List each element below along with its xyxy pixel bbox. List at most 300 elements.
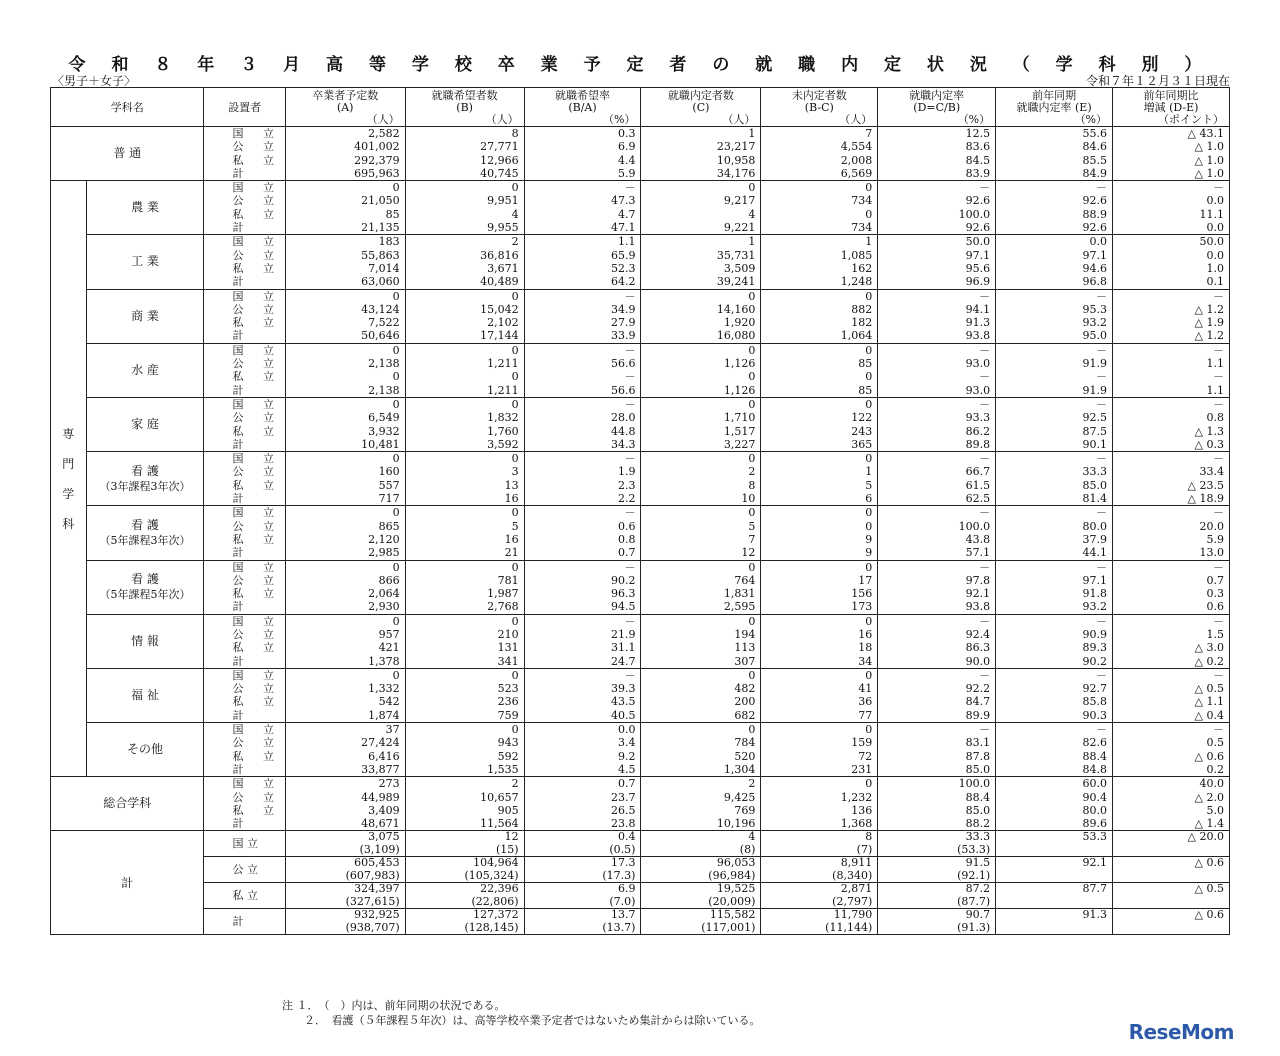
value-cell: 80.0 — [996, 520, 1113, 533]
value-cell: 0.8 — [524, 533, 641, 546]
value-cell: 9 — [761, 546, 878, 560]
value-cell: 0 — [761, 560, 878, 574]
value-cell: (607,983) — [285, 870, 405, 883]
value-cell: 5 — [405, 520, 524, 533]
header-establisher: 設置者 — [204, 88, 285, 127]
value-cell: 44.1 — [996, 546, 1113, 560]
value-cell: 162 — [761, 262, 878, 275]
table-row — [51, 533, 1230, 546]
value-cell: 93.2 — [996, 316, 1113, 329]
value-cell: 2,985 — [285, 546, 405, 560]
establisher-cell: 公 立 — [204, 411, 285, 424]
value-cell: － — [878, 397, 996, 411]
value-cell: 759 — [405, 709, 524, 723]
value-cell: 15,042 — [405, 303, 524, 316]
value-cell: 307 — [641, 655, 761, 669]
value-cell: 1 — [641, 235, 761, 249]
value-cell: 2,582 — [285, 127, 405, 141]
value-cell: 92.4 — [878, 628, 996, 641]
value-cell: 52.3 — [524, 262, 641, 275]
value-cell: 8 — [641, 479, 761, 492]
value-cell: 865 — [285, 520, 405, 533]
value-cell: 34 — [761, 655, 878, 669]
value-cell: 122 — [761, 411, 878, 424]
value-cell: 1,126 — [641, 357, 761, 370]
value-cell: 2 — [641, 777, 761, 791]
value-cell: 2,138 — [285, 357, 405, 370]
value-cell: 40.5 — [524, 709, 641, 723]
value-cell: 1,874 — [285, 709, 405, 723]
value-cell: 4.4 — [524, 154, 641, 167]
establisher-cell: 国 立 — [204, 560, 285, 574]
value-cell: 92.1 — [996, 857, 1113, 870]
value-cell: 0.0 — [996, 235, 1113, 249]
value-cell: 83.1 — [878, 736, 996, 749]
value-cell: 0 — [641, 614, 761, 628]
value-cell: 2,871 — [761, 883, 878, 896]
establisher-cell: 国 立 — [204, 127, 285, 141]
value-cell: 6.9 — [524, 883, 641, 896]
value-cell: 55.6 — [996, 127, 1113, 141]
value-cell: 734 — [761, 221, 878, 235]
value-cell: 113 — [641, 641, 761, 654]
value-cell: 8 — [761, 831, 878, 844]
value-cell: 85.0 — [878, 763, 996, 777]
table-row — [51, 127, 1230, 141]
value-cell: 85 — [285, 208, 405, 221]
value-cell: － — [1113, 343, 1230, 357]
establisher-cell: 国 立 — [204, 831, 285, 857]
value-cell: 273 — [285, 777, 405, 791]
establisher-cell: 計 — [204, 329, 285, 343]
footnote: ２． 看護（５年課程５年次）は、高等学校卒業予定者ではないため集計からは除いている。 — [282, 1014, 761, 1027]
subject-cell: 農 業 — [86, 181, 204, 235]
table-row — [51, 641, 1230, 654]
value-cell: 43.5 — [524, 695, 641, 708]
table-row — [51, 208, 1230, 221]
establisher-cell: 公 立 — [204, 520, 285, 533]
value-cell: 2 — [405, 235, 524, 249]
value-cell: 1,831 — [641, 587, 761, 600]
header-col: 就職希望率 (B/A) （%） — [524, 88, 641, 127]
value-cell: 5.9 — [524, 167, 641, 181]
establisher-cell: 私 立 — [204, 425, 285, 438]
value-cell: 784 — [641, 736, 761, 749]
header-col: 就職内定率 (D=C/B) （%） — [878, 88, 996, 127]
page-title: 令 和 ８ 年 ３ 月 高 等 学 校 卒 業 予 定 者 の 就 職 内 定 状 況 （ 学 科 別 ） — [68, 55, 1212, 75]
value-cell: 2,120 — [285, 533, 405, 546]
value-cell: 0.0 — [1113, 249, 1230, 262]
value-cell: 92.2 — [878, 682, 996, 695]
value-cell: 1 — [641, 127, 761, 141]
value-cell: 90.1 — [996, 438, 1113, 452]
value-cell: 56.6 — [524, 384, 641, 398]
value-cell: 50.0 — [878, 235, 996, 249]
value-cell: 18 — [761, 641, 878, 654]
value-cell: 0.3 — [524, 127, 641, 141]
value-cell: 91.9 — [996, 357, 1113, 370]
establisher-cell: 私 立 — [204, 208, 285, 221]
value-cell: 92.1 — [878, 587, 996, 600]
value-cell: 37.9 — [996, 533, 1113, 546]
establisher-cell: 私 立 — [204, 883, 285, 909]
establisher-cell: 私 立 — [204, 262, 285, 275]
value-cell: 3,592 — [405, 438, 524, 452]
value-cell: 33.4 — [1113, 465, 1230, 478]
value-cell: 2,008 — [761, 154, 878, 167]
value-cell: 605,453 — [285, 857, 405, 870]
value-cell: － — [1113, 723, 1230, 737]
specialized-label: 専 門 学 科 — [51, 181, 87, 777]
value-cell: － — [1113, 668, 1230, 682]
value-cell: 86.2 — [878, 425, 996, 438]
value-cell: 19,525 — [641, 883, 761, 896]
value-cell: 3 — [405, 465, 524, 478]
value-cell: 104,964 — [405, 857, 524, 870]
value-cell: 5 — [641, 520, 761, 533]
value-cell: 72 — [761, 750, 878, 763]
value-cell: 89.3 — [996, 641, 1113, 654]
value-cell: 13 — [405, 479, 524, 492]
value-cell: 8 — [405, 127, 524, 141]
value-cell: 93.8 — [878, 600, 996, 614]
subject-cell: 看 護 （5年課程5年次） — [86, 560, 204, 614]
establisher-cell: 公 立 — [204, 249, 285, 262]
table-row — [51, 370, 1230, 383]
value-cell: 33.9 — [524, 329, 641, 343]
value-cell: (17.3) — [524, 870, 641, 883]
value-cell: 0 — [405, 668, 524, 682]
subject-cell: 福 祉 — [86, 668, 204, 722]
header-col: 前年同期比 増減 (D-E) （ポイント） — [1113, 88, 1230, 127]
value-cell: (7) — [761, 844, 878, 857]
value-cell: △ 2.0 — [1113, 791, 1230, 804]
value-cell: 0.6 — [1113, 600, 1230, 614]
value-cell: 734 — [761, 194, 878, 207]
table-row — [51, 221, 1230, 235]
value-cell: 324,397 — [285, 883, 405, 896]
table-row — [51, 262, 1230, 275]
value-cell: 24.7 — [524, 655, 641, 669]
value-cell: 77 — [761, 709, 878, 723]
value-cell: － — [996, 723, 1113, 737]
value-cell: △ 18.9 — [1113, 492, 1230, 506]
table-row — [51, 465, 1230, 478]
table-row — [51, 574, 1230, 587]
table-row — [51, 438, 1230, 452]
value-cell: 62.5 — [878, 492, 996, 506]
subject-cell: 商 業 — [86, 289, 204, 343]
value-cell: 90.3 — [996, 709, 1113, 723]
value-cell: 0.7 — [524, 546, 641, 560]
value-cell: 1.5 — [1113, 628, 1230, 641]
value-cell: △ 1.9 — [1113, 316, 1230, 329]
value-cell: 94.5 — [524, 600, 641, 614]
value-cell: 92.6 — [996, 221, 1113, 235]
value-cell: △ 0.2 — [1113, 655, 1230, 669]
value-cell: 50,646 — [285, 329, 405, 343]
value-cell: 3.4 — [524, 736, 641, 749]
value-cell: － — [878, 452, 996, 466]
value-cell: 61.5 — [878, 479, 996, 492]
header-subject: 学科名 — [51, 88, 204, 127]
value-cell: 96.3 — [524, 587, 641, 600]
value-cell: 90.2 — [524, 574, 641, 587]
value-cell: 1.0 — [1113, 262, 1230, 275]
value-cell: 2,595 — [641, 600, 761, 614]
value-cell: (128,145) — [405, 922, 524, 935]
value-cell: 35,731 — [641, 249, 761, 262]
value-cell: (117,001) — [641, 922, 761, 935]
establisher-cell: 計 — [204, 275, 285, 289]
value-cell: － — [878, 370, 996, 383]
value-cell: 90.9 — [996, 628, 1113, 641]
value-cell — [996, 922, 1113, 935]
value-cell: 91.3 — [878, 316, 996, 329]
value-cell: 17.3 — [524, 857, 641, 870]
value-cell: 3,075 — [285, 831, 405, 844]
value-cell: 0 — [761, 777, 878, 791]
table-row — [51, 709, 1230, 723]
value-cell: － — [524, 614, 641, 628]
value-cell: 93.0 — [878, 357, 996, 370]
value-cell: 0 — [405, 614, 524, 628]
value-cell: 13.0 — [1113, 546, 1230, 560]
value-cell: 520 — [641, 750, 761, 763]
value-cell: 4,554 — [761, 140, 878, 153]
value-cell: － — [1113, 614, 1230, 628]
value-cell: 94.6 — [996, 262, 1113, 275]
value-cell: 11,790 — [761, 909, 878, 922]
table-row — [51, 275, 1230, 289]
value-cell: 0 — [285, 343, 405, 357]
table-row — [51, 600, 1230, 614]
value-cell: 84.6 — [996, 140, 1113, 153]
table-row — [51, 140, 1230, 153]
value-cell: 1.1 — [524, 235, 641, 249]
value-cell: 17 — [761, 574, 878, 587]
value-cell: － — [1113, 289, 1230, 303]
table-row — [51, 628, 1230, 641]
table-row — [51, 883, 1230, 896]
value-cell: 40,489 — [405, 275, 524, 289]
value-cell: 1,211 — [405, 384, 524, 398]
establisher-cell: 計 — [204, 167, 285, 181]
value-cell: 0 — [761, 520, 878, 533]
value-cell: (53.3) — [878, 844, 996, 857]
value-cell: 39,241 — [641, 275, 761, 289]
value-cell: 9,221 — [641, 221, 761, 235]
establisher-cell: 公 立 — [204, 465, 285, 478]
value-cell: 90.0 — [878, 655, 996, 669]
value-cell: 87.8 — [878, 750, 996, 763]
value-cell: 100.0 — [878, 777, 996, 791]
subject-cell: 看 護 （3年課程3年次） — [86, 452, 204, 506]
establisher-cell: 計 — [204, 221, 285, 235]
value-cell: 3,227 — [641, 438, 761, 452]
establisher-cell: 国 立 — [204, 668, 285, 682]
value-cell: 156 — [761, 587, 878, 600]
value-cell: 93.3 — [878, 411, 996, 424]
value-cell: (327,615) — [285, 896, 405, 909]
establisher-cell: 計 — [204, 492, 285, 506]
value-cell: 9,425 — [641, 791, 761, 804]
value-cell: － — [1113, 370, 1230, 383]
value-cell: 0.6 — [524, 520, 641, 533]
value-cell: 194 — [641, 628, 761, 641]
table-row — [51, 831, 1230, 844]
value-cell: 87.7 — [996, 883, 1113, 896]
value-cell: 401,002 — [285, 140, 405, 153]
value-cell: 3,509 — [641, 262, 761, 275]
value-cell: 12 — [405, 831, 524, 844]
establisher-cell: 公 立 — [204, 303, 285, 316]
table-row — [51, 411, 1230, 424]
value-cell: 0 — [761, 181, 878, 195]
value-cell: 0 — [641, 506, 761, 520]
value-cell: 210 — [405, 628, 524, 641]
value-cell: 695,963 — [285, 167, 405, 181]
value-cell: 0 — [761, 668, 878, 682]
value-cell: 95.6 — [878, 262, 996, 275]
value-cell — [996, 870, 1113, 883]
establisher-cell: 国 立 — [204, 777, 285, 791]
value-cell: 0.4 — [524, 831, 641, 844]
value-cell: 3,671 — [405, 262, 524, 275]
value-cell: 0 — [641, 343, 761, 357]
value-cell: 0 — [405, 506, 524, 520]
value-cell: 173 — [761, 600, 878, 614]
value-cell: 47.3 — [524, 194, 641, 207]
value-cell: 94.1 — [878, 303, 996, 316]
value-cell: 33,877 — [285, 763, 405, 777]
value-cell: 85 — [761, 357, 878, 370]
table-row — [51, 560, 1230, 574]
value-cell: 82.6 — [996, 736, 1113, 749]
table-row — [51, 316, 1230, 329]
value-cell: － — [878, 560, 996, 574]
table-row — [51, 723, 1230, 737]
value-cell: 9 — [761, 533, 878, 546]
value-cell: 523 — [405, 682, 524, 695]
value-cell: － — [996, 452, 1113, 466]
value-cell: － — [524, 560, 641, 574]
establisher-cell: 私 立 — [204, 804, 285, 817]
establisher-cell: 私 立 — [204, 316, 285, 329]
value-cell: 0 — [405, 397, 524, 411]
value-cell — [1113, 896, 1230, 909]
value-cell: 9,217 — [641, 194, 761, 207]
value-cell: － — [996, 506, 1113, 520]
value-cell: 92.7 — [996, 682, 1113, 695]
value-cell: 0 — [405, 560, 524, 574]
value-cell: 0 — [285, 614, 405, 628]
value-cell: 0 — [285, 452, 405, 466]
value-cell: 0 — [761, 614, 878, 628]
value-cell: 88.9 — [996, 208, 1113, 221]
establisher-cell: 公 立 — [204, 357, 285, 370]
value-cell: － — [1113, 506, 1230, 520]
value-cell: 4.7 — [524, 208, 641, 221]
value-cell: － — [996, 181, 1113, 195]
value-cell — [996, 844, 1113, 857]
value-cell: △ 0.3 — [1113, 438, 1230, 452]
value-cell: (8) — [641, 844, 761, 857]
value-cell: 97.1 — [996, 574, 1113, 587]
value-cell: － — [524, 343, 641, 357]
table-row — [51, 750, 1230, 763]
value-cell: 292,379 — [285, 154, 405, 167]
value-cell: 0 — [405, 452, 524, 466]
value-cell: △ 0.5 — [1113, 883, 1230, 896]
value-cell: (938,707) — [285, 922, 405, 935]
value-cell: － — [996, 614, 1113, 628]
value-cell: △ 0.4 — [1113, 709, 1230, 723]
value-cell: △ 0.6 — [1113, 857, 1230, 870]
establisher-cell: 計 — [204, 709, 285, 723]
value-cell: 1,378 — [285, 655, 405, 669]
value-cell: － — [524, 181, 641, 195]
value-cell: 1 — [761, 465, 878, 478]
value-cell: 0.8 — [1113, 411, 1230, 424]
establisher-cell: 私 立 — [204, 750, 285, 763]
value-cell: 31.1 — [524, 641, 641, 654]
value-cell: 89.9 — [878, 709, 996, 723]
as-of-date: 令和７年１２月３１日現在 — [1085, 74, 1230, 88]
value-cell: 92.6 — [996, 194, 1113, 207]
value-cell: 957 — [285, 628, 405, 641]
value-cell: 23.7 — [524, 791, 641, 804]
value-cell: 1,920 — [641, 316, 761, 329]
table-row — [51, 249, 1230, 262]
value-cell: 91.8 — [996, 587, 1113, 600]
establisher-cell: 私 立 — [204, 154, 285, 167]
establisher-cell: 国 立 — [204, 289, 285, 303]
value-cell: 1,304 — [641, 763, 761, 777]
value-cell: 27.9 — [524, 316, 641, 329]
establisher-cell: 国 立 — [204, 452, 285, 466]
value-cell: 0 — [285, 181, 405, 195]
value-cell: 1,368 — [761, 817, 878, 831]
value-cell: 592 — [405, 750, 524, 763]
value-cell: 88.2 — [878, 817, 996, 831]
value-cell: 44.8 — [524, 425, 641, 438]
value-cell: 4 — [405, 208, 524, 221]
value-cell: 682 — [641, 709, 761, 723]
establisher-cell: 計 — [204, 438, 285, 452]
value-cell — [1113, 870, 1230, 883]
value-cell: 131 — [405, 641, 524, 654]
value-cell: 97.8 — [878, 574, 996, 587]
table-row — [51, 329, 1230, 343]
value-cell: (87.7) — [878, 896, 996, 909]
value-cell: 769 — [641, 804, 761, 817]
establisher-cell: 計 — [204, 817, 285, 831]
establisher-cell: 私 立 — [204, 587, 285, 600]
value-cell: 13.7 — [524, 909, 641, 922]
value-cell: 0.1 — [1113, 275, 1230, 289]
value-cell: － — [1113, 452, 1230, 466]
value-cell: 1.1 — [1113, 357, 1230, 370]
value-cell: 44,989 — [285, 791, 405, 804]
value-cell: 136 — [761, 804, 878, 817]
table-row — [51, 791, 1230, 804]
value-cell: 97.1 — [878, 249, 996, 262]
value-cell: － — [1113, 397, 1230, 411]
value-cell: 41 — [761, 682, 878, 695]
value-cell: － — [524, 506, 641, 520]
value-cell: 0 — [761, 208, 878, 221]
